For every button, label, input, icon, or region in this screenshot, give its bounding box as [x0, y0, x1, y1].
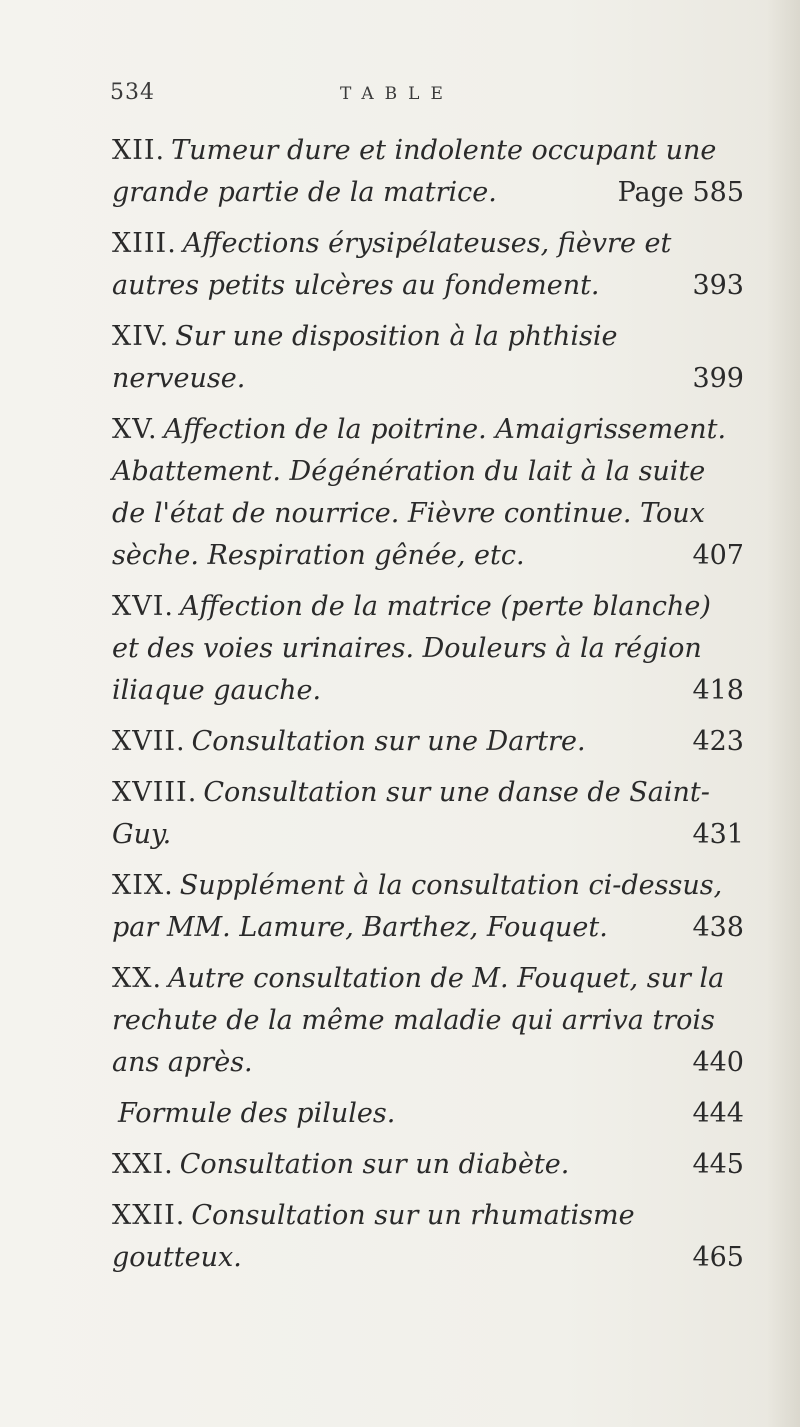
- entry-page: 465: [692, 1242, 744, 1273]
- running-head: [0, 80, 800, 120]
- entry-title: Sur une disposition à la phthisie nerveuse.: [112, 321, 618, 394]
- entry-numeral: XVII.: [112, 726, 186, 757]
- entry-numeral: XIV.: [112, 321, 170, 352]
- entry-numeral: XIX.: [112, 870, 174, 901]
- toc-entry: [112, 1093, 744, 1135]
- page-edge-shadow: [766, 0, 800, 1427]
- toc-entry: [112, 1195, 744, 1279]
- entry-title: Tumeur dure et indolente occupant une grande partie de la matrice.: [112, 135, 717, 208]
- entry-title: Consultation sur une Dartre.: [191, 726, 586, 757]
- entry-title: Autre consultation de M. Fouquet, sur la rechute de la même maladie qui arriva trois ans après.: [112, 963, 725, 1078]
- entry-title: Affection de la poitrine. Amaigrissement. Abattement. Dégénération du lait à la suite de l'état de nourrice. Fièvre continue. Toux sèche. Respiration gênée, etc.: [112, 414, 727, 571]
- toc-entry: [112, 130, 744, 214]
- entry-numeral: XIII.: [112, 228, 177, 259]
- entry-title: Formule des pilules.: [118, 1098, 396, 1129]
- entry-page: 423: [692, 726, 744, 757]
- entry-page: 431: [692, 819, 744, 850]
- entry-page: Page 585: [617, 177, 744, 208]
- toc-entry: [112, 865, 744, 949]
- entry-title: Consultation sur une danse de Saint-Guy.: [112, 777, 710, 850]
- entry-numeral: XV.: [112, 414, 158, 445]
- entry-page: 444: [692, 1098, 744, 1129]
- entry-title: Affections érysipélateuses, fièvre et autres petits ulcères au fondement.: [112, 228, 672, 301]
- toc-entry: [112, 586, 744, 712]
- entry-numeral: XXI.: [112, 1149, 174, 1180]
- entry-page: 438: [692, 912, 744, 943]
- entry-title: Affection de la matrice (perte blanche) et des voies urinaires. Douleurs à la région iliaque gauche.: [112, 591, 711, 706]
- entry-numeral: XX.: [112, 963, 163, 994]
- entry-numeral: XVIII.: [112, 777, 198, 808]
- page-number: 534: [110, 80, 155, 105]
- entry-title: Consultation sur un rhumatisme goutteux.: [112, 1200, 635, 1273]
- entry-page: 393: [692, 270, 744, 301]
- toc-entry: [112, 223, 744, 307]
- entry-title: Consultation sur un diabète.: [179, 1149, 570, 1180]
- entry-page: 407: [692, 540, 744, 571]
- entry-numeral: XXII.: [112, 1200, 186, 1231]
- entry-page: 445: [692, 1149, 744, 1180]
- entry-title: Supplément à la consultation ci-dessus, par MM. Lamure, Barthez, Fouquet.: [112, 870, 723, 943]
- toc-entry: [112, 958, 744, 1084]
- toc-entry: [112, 772, 744, 856]
- entry-page: 418: [692, 675, 744, 706]
- toc-entry: [112, 1144, 744, 1186]
- running-title: TABLE: [340, 84, 454, 104]
- entry-page: 440: [692, 1047, 744, 1078]
- entry-numeral: XVI.: [112, 591, 174, 622]
- toc-entry: [112, 316, 744, 400]
- toc-entry: [112, 721, 744, 763]
- toc-entry: [112, 409, 744, 577]
- entry-numeral: XII.: [112, 135, 166, 166]
- entry-page: 399: [692, 363, 744, 394]
- table-of-contents: [112, 130, 744, 1288]
